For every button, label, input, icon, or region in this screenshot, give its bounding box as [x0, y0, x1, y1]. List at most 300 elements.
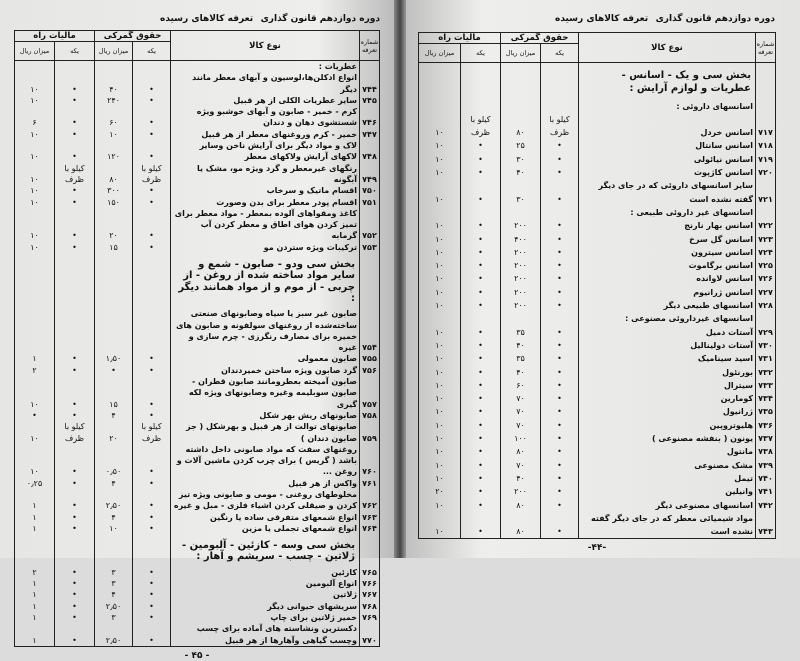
goods-description: اسانسهای غیر داروئی طبیعی : [579, 206, 756, 219]
tariff-number [756, 100, 776, 113]
table-row [15, 72, 380, 95]
subheading-row [419, 312, 776, 325]
road-tax-unit: • [55, 242, 95, 253]
customs-rate: ۱٫۵۰ [95, 353, 133, 364]
customs-rate: ۳ [95, 567, 133, 578]
road-tax-rate: ۱ [15, 612, 55, 623]
road-tax-unit [461, 312, 501, 325]
road-tax-rate [15, 534, 55, 567]
tariff-number: ۷۶۷ [360, 589, 380, 600]
table-row [419, 512, 776, 539]
goods-description: روغنهای سفت که مواد صابونی داخل داشته باشد ( گریس ) برای چرب کردن ماشین آلات و روغن ... [171, 444, 360, 478]
left-table-body [15, 61, 380, 647]
customs-unit: • [541, 512, 579, 539]
goods-description: انواع شمعهای تجملی یا مزین [171, 523, 360, 534]
customs-rate: ۱۲۰ [95, 140, 133, 163]
table-row [419, 166, 776, 179]
header-customs-rate: میزان ریال [95, 42, 133, 61]
tariff-number: ۷۶۰ [360, 444, 380, 478]
road-tax-unit: • [461, 419, 501, 432]
tariff-number [756, 312, 776, 325]
header-customs-unit: یکه [133, 42, 171, 61]
tariff-number: ۷۲۱ [756, 179, 776, 206]
road-tax-rate [15, 253, 55, 308]
subheading-row [419, 206, 776, 219]
road-tax-unit: • [461, 339, 501, 352]
goods-description: یونون ( بنفشه مصنوعی ) [579, 432, 756, 445]
road-tax-unit: • [55, 478, 95, 489]
tariff-number: ۷۴۰ [756, 472, 776, 485]
goods-description: صابونهای توالت از هر قبیل و بهرشکل ( جز صابون دندان ) [171, 421, 360, 444]
goods-description: صابون غیر سبز یا سیاه وصابونهای صنعتی ساخته‌شده از روغنهای سولفونه و صابون های خمیره برای مصارف رنگرزی - چرم سازی و غیره [171, 308, 360, 353]
goods-description: اسانس ژرانیوم [579, 286, 756, 299]
left-tariff-table [14, 30, 380, 647]
customs-unit: • [133, 185, 171, 196]
tariff-number [756, 63, 776, 100]
road-tax-rate: ۱۰ [419, 233, 461, 246]
goods-description: ژرانیول [579, 405, 756, 418]
customs-rate: ۴۰ [501, 339, 541, 352]
header-customs-unit: یکه [541, 44, 579, 63]
road-tax-unit [461, 100, 501, 113]
customs-unit: • [541, 233, 579, 246]
road-tax-unit: • [461, 179, 501, 206]
table-row [15, 208, 380, 242]
table-row [15, 185, 380, 196]
road-tax-unit: • [55, 95, 95, 106]
table-row [419, 352, 776, 365]
table-row [419, 432, 776, 445]
tariff-number: ۷۵۶ [360, 365, 380, 376]
road-tax-rate: ۱۰ [419, 352, 461, 365]
road-tax-rate: ۱۰ [419, 339, 461, 352]
road-tax-unit [55, 61, 95, 73]
table-row [419, 286, 776, 299]
goods-description: واکس از هر قبیل [171, 478, 360, 489]
customs-unit: • [133, 365, 171, 376]
road-tax-rate: ۱۰ [419, 113, 461, 140]
tariff-number: ۷۲۶ [756, 272, 776, 285]
table-row [15, 421, 380, 444]
road-tax-rate: ۱۰ [15, 208, 55, 242]
table-row [15, 410, 380, 421]
tariff-number: ۷۲۲ [756, 219, 776, 232]
goods-description: اسید سینامیک [579, 352, 756, 365]
goods-description: بخش سی وسه - کازئین - آلبومین - ژلاتین - چسب - سریشم و آهار : [171, 534, 360, 567]
table-row [15, 197, 380, 208]
road-tax-rate [15, 308, 55, 353]
goods-description: کرم - خمیر - صابون و آبهای خوشبو ویژه شستشوی دهان و دندان [171, 106, 360, 129]
tariff-number: ۷۲۵ [756, 259, 776, 272]
road-tax-unit: • [55, 623, 95, 646]
tariff-number: ۷۶۲ [360, 489, 380, 512]
tariff-number: ۷۳۹ [756, 459, 776, 472]
road-tax-unit: • [55, 567, 95, 578]
customs-rate: ۱۵ [95, 376, 133, 410]
road-tax-unit: • [55, 512, 95, 523]
table-row [419, 339, 776, 352]
road-tax-rate: ۲ [15, 567, 55, 578]
customs-rate: ۲۰ [95, 208, 133, 242]
goods-description: ترکیبات ویژه ستردن مو [171, 242, 360, 253]
tariff-number: ۷۲۴ [756, 246, 776, 259]
goods-description: اسانسهای طبیعی دیگر [579, 299, 756, 312]
goods-description: کازئین [171, 567, 360, 578]
road-tax-unit: • [461, 379, 501, 392]
goods-description: سیترال [579, 379, 756, 392]
road-tax-unit: • [55, 376, 95, 410]
table-row [15, 95, 380, 106]
tariff-number: ۷۱۸ [756, 139, 776, 152]
customs-rate: ۱۰۰ [501, 432, 541, 445]
customs-unit: • [541, 379, 579, 392]
road-tax-rate: ۱ [15, 601, 55, 612]
customs-unit: • [133, 242, 171, 253]
table-row [15, 523, 380, 534]
table-row [419, 259, 776, 272]
road-tax-rate: ۱۰ [419, 153, 461, 166]
right-running-head-series: دوره دوازدهم قانون گذاری [655, 14, 775, 24]
goods-description: آستات دمیل [579, 326, 756, 339]
header-customs-duty: حقوق گمرکی [95, 31, 171, 42]
customs-rate: ۷۰ [501, 459, 541, 472]
table-row [15, 242, 380, 253]
tariff-number: ۷۶۶ [360, 578, 380, 589]
road-tax-unit: • [461, 246, 501, 259]
tariff-number: ۷۵۵ [360, 353, 380, 364]
road-tax-unit [55, 534, 95, 567]
customs-unit: • [133, 410, 171, 421]
tariff-number: ۷۶۴ [360, 523, 380, 534]
table-row [419, 179, 776, 206]
customs-rate: ۴ [95, 410, 133, 421]
customs-unit: • [133, 612, 171, 623]
table-row [419, 246, 776, 259]
customs-rate: ۱۵ [95, 242, 133, 253]
table-row [419, 299, 776, 312]
customs-unit: • [133, 489, 171, 512]
header-goods-type: نوع کالا [579, 33, 756, 63]
table-row [419, 445, 776, 458]
tariff-number: ۷۷۰ [360, 623, 380, 646]
table-row [15, 376, 380, 410]
goods-description: آستات دولینالیل [579, 339, 756, 352]
road-tax-rate: ۱ [15, 578, 55, 589]
road-tax-unit: • [55, 106, 95, 129]
customs-rate: ۴ [95, 589, 133, 600]
customs-rate: ۱۰ [95, 129, 133, 140]
tariff-number: ۷۱۹ [756, 153, 776, 166]
customs-rate: ۲۰۰ [501, 246, 541, 259]
tariff-number: ۷۲۰ [756, 166, 776, 179]
customs-rate [501, 312, 541, 325]
customs-unit: • [541, 392, 579, 405]
road-tax-rate: ۰٫۲۵ [15, 478, 55, 489]
customs-rate: ۲۰۰ [501, 286, 541, 299]
road-tax-unit [55, 253, 95, 308]
tariff-number: ۷۳۵ [756, 405, 776, 418]
customs-rate: ۲۰۰ [501, 299, 541, 312]
right-running-head-title: تعرفه کالاهای رسیده [555, 14, 649, 24]
road-tax-unit: • [461, 326, 501, 339]
customs-unit: • [541, 339, 579, 352]
road-tax-unit: کیلو با ظرف [55, 421, 95, 444]
customs-unit: • [541, 246, 579, 259]
road-tax-rate: ۱۰ [419, 405, 461, 418]
customs-unit [133, 61, 171, 73]
customs-rate: ۲۰۰ [501, 259, 541, 272]
goods-description: اسانس سانتال [579, 139, 756, 152]
left-running-head-series: دوره دوازدهم قانون گذاری [260, 14, 380, 24]
customs-rate: ۶۰ [501, 379, 541, 392]
customs-unit: • [133, 601, 171, 612]
table-row [15, 567, 380, 578]
table-row [15, 489, 380, 512]
road-tax-rate: ۱۰ [15, 376, 55, 410]
table-row [419, 153, 776, 166]
goods-description: خمیر ژلاتین برای چاپ [171, 612, 360, 623]
road-tax-unit [461, 206, 501, 219]
goods-description: گرد صابون ویژه ساختن خمیردندان [171, 365, 360, 376]
goods-description: اسانس گل سرخ [579, 233, 756, 246]
table-row [419, 392, 776, 405]
customs-rate: ۸۰ [95, 163, 133, 186]
road-tax-unit: • [55, 589, 95, 600]
customs-unit: • [541, 445, 579, 458]
customs-unit: • [541, 485, 579, 498]
table-row [15, 444, 380, 478]
customs-rate: ۷۰ [501, 419, 541, 432]
customs-rate [501, 206, 541, 219]
customs-rate: ۳۰ [501, 153, 541, 166]
customs-rate [95, 308, 133, 353]
customs-rate [95, 253, 133, 308]
road-tax-unit: • [461, 139, 501, 152]
header-goods-type: نوع کالا [171, 31, 360, 61]
customs-unit: • [541, 419, 579, 432]
road-tax-rate: ۱۰ [419, 459, 461, 472]
road-tax-unit: • [461, 485, 501, 498]
goods-description: اسانسهای مصنوعی دیگر [579, 499, 756, 512]
customs-unit: • [541, 366, 579, 379]
customs-unit: • [133, 72, 171, 95]
road-tax-unit: کیلو با ظرف [461, 113, 501, 140]
road-tax-unit: • [461, 286, 501, 299]
table-row [15, 163, 380, 186]
road-tax-unit: • [461, 219, 501, 232]
tariff-number: ۷۵۳ [360, 242, 380, 253]
road-tax-rate: ۱۰ [15, 140, 55, 163]
goods-description: مانتول [579, 445, 756, 458]
road-tax-rate: ۱۰ [419, 299, 461, 312]
customs-rate: ۴۰۰ [501, 233, 541, 246]
road-tax-rate: ۱۰ [419, 499, 461, 512]
customs-unit [541, 100, 579, 113]
customs-unit [541, 63, 579, 100]
customs-unit: • [133, 95, 171, 106]
customs-rate: ۲۰۰ [501, 272, 541, 285]
subheading-row [15, 61, 380, 73]
road-tax-unit: • [461, 352, 501, 365]
goods-description: لاک و مواد دیگر برای آرایش ناخن وسایر لاکهای آرایش ولاکهای معطر [171, 140, 360, 163]
road-tax-unit: • [55, 208, 95, 242]
goods-description: بورنئول [579, 366, 756, 379]
road-tax-rate: ۱۰ [419, 272, 461, 285]
road-tax-unit: • [461, 153, 501, 166]
goods-description: سایر عطریات الکلی از هر قبیل [171, 95, 360, 106]
customs-rate: ۱۵۰ [95, 197, 133, 208]
customs-unit [133, 253, 171, 308]
table-row [419, 472, 776, 485]
customs-unit: • [541, 153, 579, 166]
road-tax-rate: ۱۰ [419, 326, 461, 339]
book-spine [394, 0, 406, 558]
customs-unit: • [541, 326, 579, 339]
customs-unit: • [541, 472, 579, 485]
tariff-number: ۷۴۴ [360, 72, 380, 95]
tariff-number: ۷۴۹ [360, 163, 380, 186]
tariff-number: ۷۴۶ [360, 106, 380, 129]
road-tax-unit [55, 308, 95, 353]
road-tax-unit: • [461, 445, 501, 458]
tariff-number: ۷۴۸ [360, 140, 380, 163]
tariff-number: ۷۴۵ [360, 95, 380, 106]
tariff-number [756, 206, 776, 219]
tariff-number: ۷۱۷ [756, 113, 776, 140]
customs-unit: • [133, 353, 171, 364]
tariff-number: ۷۵۸ [360, 410, 380, 421]
table-row [15, 353, 380, 364]
goods-description: انواع ادکلن‌ها،لوسیون و آبهای معطر مانند دیگر [171, 72, 360, 95]
header-road-unit: یکه [461, 44, 501, 63]
road-tax-unit: • [55, 410, 95, 421]
road-tax-rate: ۱۰ [419, 392, 461, 405]
goods-description: مواد شیمیائی معطر که در جای دیگر گفته نشده است [579, 512, 756, 539]
road-tax-rate: ۲۰ [419, 485, 461, 498]
tariff-number: ۷۶۸ [360, 601, 380, 612]
road-tax-rate: ۱۰ [419, 246, 461, 259]
table-row [15, 623, 380, 646]
goods-description: اقسام ماتیک و سرخاب [171, 185, 360, 196]
customs-unit: • [133, 623, 171, 646]
tariff-number: ۷۳۳ [756, 379, 776, 392]
table-row [15, 365, 380, 376]
road-tax-rate: ۱۰ [419, 179, 461, 206]
goods-description: اقسام پودر معطر برای بدن وصورت [171, 197, 360, 208]
customs-rate: • [95, 365, 133, 376]
goods-description: ژلاتین [171, 589, 360, 600]
customs-unit: • [133, 444, 171, 478]
tariff-number: ۷۲۹ [756, 326, 776, 339]
road-tax-unit: • [461, 299, 501, 312]
goods-description: اسانسهای داروئی : [579, 100, 756, 113]
goods-description: صابون معمولی [171, 353, 360, 364]
table-row [15, 308, 380, 353]
road-tax-rate: ۱ [15, 523, 55, 534]
header-road-unit: یکه [55, 42, 95, 61]
customs-rate: ۶۰ [95, 106, 133, 129]
customs-rate: ۳۵ [501, 326, 541, 339]
customs-unit: • [541, 499, 579, 512]
customs-rate: ۸۰ [501, 512, 541, 539]
road-tax-rate: ۱۰ [15, 129, 55, 140]
road-tax-unit: • [55, 129, 95, 140]
subheading-row [419, 100, 776, 113]
road-tax-rate: ۱۰ [419, 166, 461, 179]
road-tax-rate: ۱۰ [419, 445, 461, 458]
header-tariff-no: شماره تعرفه [360, 31, 380, 61]
customs-unit: • [133, 197, 171, 208]
road-tax-rate: ۱ [15, 489, 55, 512]
road-tax-rate [419, 312, 461, 325]
customs-unit: • [541, 259, 579, 272]
table-row [15, 589, 380, 600]
road-tax-rate: ۱۰ [15, 444, 55, 478]
customs-unit: کیلو با ظرف [133, 163, 171, 186]
right-page-content [418, 32, 776, 553]
road-tax-unit: • [55, 578, 95, 589]
road-tax-rate: ۱ [15, 512, 55, 523]
tariff-number: ۷۶۱ [360, 478, 380, 489]
road-tax-unit: • [461, 392, 501, 405]
customs-unit [133, 308, 171, 353]
road-tax-rate: ۱۰ [15, 95, 55, 106]
customs-unit: • [541, 179, 579, 206]
tariff-number: ۷۳۶ [756, 419, 776, 432]
goods-description: اسانس کاژپوت [579, 166, 756, 179]
customs-rate: ۷۰ [501, 392, 541, 405]
customs-unit: • [541, 459, 579, 472]
goods-description: مخلوطهای روغنی - مومی و صابونی ویژه تیز کردن و صیقلی کردن اشیاء فلزی - مبل و غیره [171, 489, 360, 512]
road-tax-unit: • [461, 259, 501, 272]
road-tax-unit: • [461, 272, 501, 285]
goods-description: صابون آمیخته بعطرومانند صابون قطران - صابون سوبلیمه وغیره وصابونهای ویژه لکه گیری [171, 376, 360, 410]
goods-description: تیمل [579, 472, 756, 485]
customs-unit: کیلو با ظرف [133, 421, 171, 444]
table-row [15, 601, 380, 612]
tariff-number: ۷۵۰ [360, 185, 380, 196]
customs-unit: • [541, 405, 579, 418]
road-tax-unit: • [55, 185, 95, 196]
table-row [419, 219, 776, 232]
road-tax-rate: ۱۰ [15, 421, 55, 444]
customs-rate [501, 100, 541, 113]
tariff-number [360, 534, 380, 567]
left-page-content [14, 30, 380, 661]
road-tax-rate: ۱۰ [15, 242, 55, 253]
goods-description: سایر اسانسهای داروئی که در جای دیگر گفته نشده است [579, 179, 756, 206]
customs-rate [95, 61, 133, 73]
left-page-number: - ۴۵ - [184, 650, 210, 661]
customs-unit: • [133, 140, 171, 163]
customs-rate [95, 534, 133, 567]
tariff-number: ۷۴۲ [756, 499, 776, 512]
table-row [419, 272, 776, 285]
customs-rate: ۲۰۰ [501, 485, 541, 498]
customs-unit: • [541, 286, 579, 299]
road-tax-rate: ۱۰ [15, 185, 55, 196]
goods-description: بخش سی و یک - اسانس - عطریات و لوازم آرایش : [579, 63, 756, 100]
table-row [419, 419, 776, 432]
customs-rate: ۴ [95, 512, 133, 523]
customs-unit: • [133, 578, 171, 589]
road-tax-unit: • [55, 72, 95, 95]
tariff-number: ۷۶۳ [360, 512, 380, 523]
table-row [15, 106, 380, 129]
goods-description: مشک مصنوعی [579, 459, 756, 472]
table-row [419, 139, 776, 152]
table-row [419, 485, 776, 498]
